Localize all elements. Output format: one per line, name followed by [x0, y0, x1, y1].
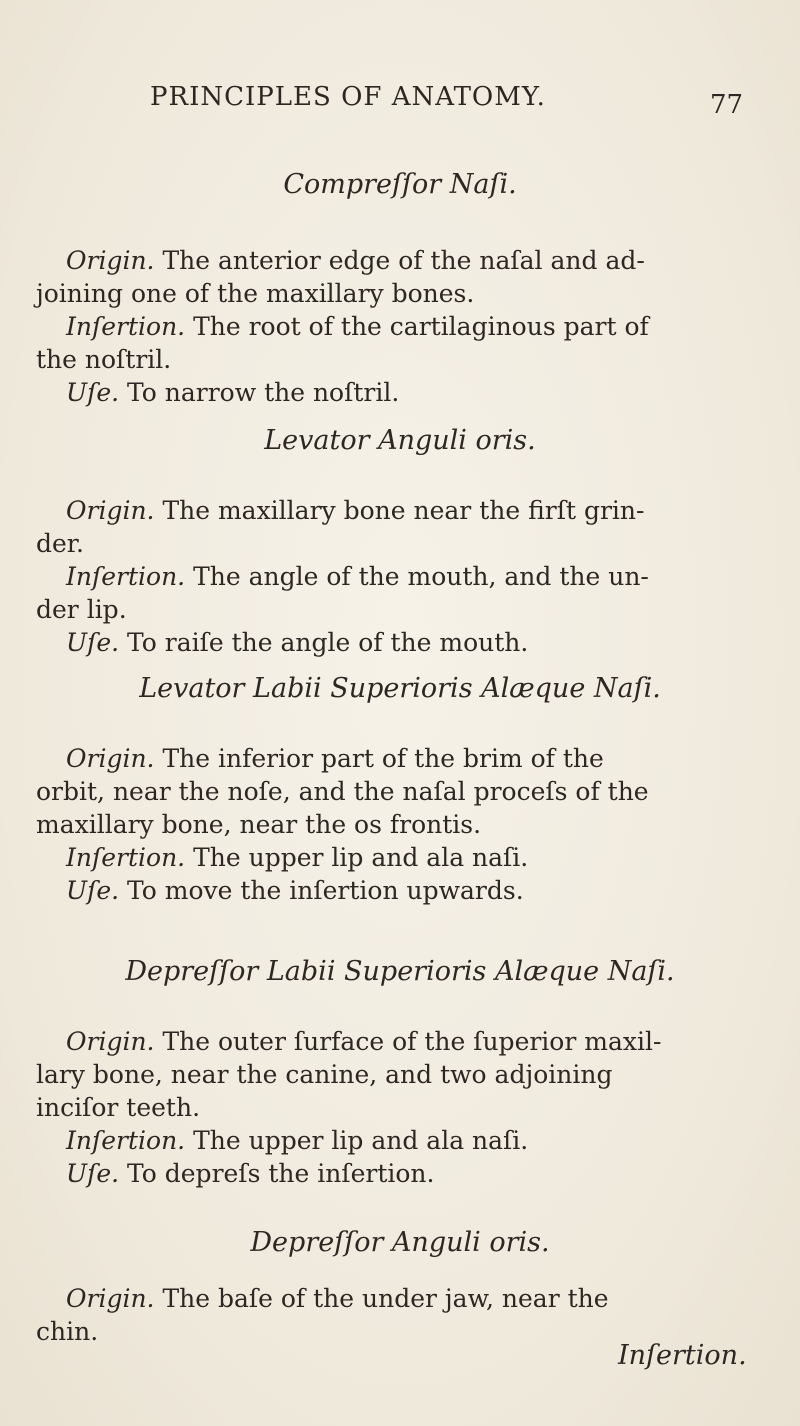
- muscle-section-levator-anguli-oris: [0, 424, 800, 659]
- muscle-section-depressor-labii-superioris: [0, 955, 800, 1190]
- origin-line: [0, 244, 800, 277]
- origin-label: Origin.: [66, 744, 155, 773]
- insertion-continuation: der lip.: [36, 595, 127, 624]
- origin-text: The maxillary bone near the firſt grin-: [162, 496, 645, 525]
- use-text: To raiſe the angle of the mouth.: [127, 628, 529, 657]
- catchword: Inſertion.: [618, 1340, 747, 1371]
- page-header: [0, 82, 800, 122]
- origin-continuation: lary bone, near the canine, and two adjoining: [36, 1060, 613, 1089]
- insertion-text: The upper lip and ala naſi.: [193, 843, 529, 872]
- origin-text: The inferior part of the brim of the: [162, 744, 604, 773]
- muscle-section-levator-labii-superioris: [0, 672, 800, 907]
- origin-line: [0, 1282, 800, 1315]
- use-line: [0, 874, 800, 907]
- origin-line: [0, 494, 800, 527]
- insertion-line: [0, 310, 800, 343]
- use-label: Uſe.: [66, 628, 120, 657]
- muscle-heading: Levator Labii Superioris Alæque Naſi.: [139, 673, 661, 704]
- muscle-heading: Depreſſor Anguli oris.: [250, 1227, 550, 1258]
- origin-continuation: joining one of the maxillary bones.: [36, 279, 475, 308]
- use-line: [0, 376, 800, 409]
- page-number: 77: [710, 90, 744, 120]
- origin-label: Origin.: [66, 1284, 155, 1313]
- origin-continuation: inciſor teeth.: [36, 1093, 201, 1122]
- use-line: [0, 626, 800, 659]
- origin-text: The anterior edge of the naſal and ad-: [162, 246, 645, 275]
- insertion-label: Inſertion.: [66, 562, 186, 591]
- insertion-text: The root of the cartilaginous part of: [193, 312, 649, 341]
- muscle-heading: Compreſſor Naſi.: [283, 169, 517, 200]
- use-label: Uſe.: [66, 876, 120, 905]
- use-line: [0, 1157, 800, 1190]
- muscle-heading: Depreſſor Labii Superioris Alæque Naſi.: [125, 956, 675, 987]
- use-text: To depreſs the inſertion.: [127, 1159, 435, 1188]
- origin-text: The outer ſurface of the ſuperior maxil-: [162, 1027, 662, 1056]
- insertion-line: [0, 841, 800, 874]
- origin-line: [0, 742, 800, 775]
- origin-continuation: chin.: [36, 1317, 99, 1346]
- insertion-line: [0, 1124, 800, 1157]
- insertion-text: The upper lip and ala naſi.: [193, 1126, 529, 1155]
- origin-continuation: der.: [36, 529, 84, 558]
- insertion-label: Inſertion.: [66, 312, 186, 341]
- origin-label: Origin.: [66, 246, 155, 275]
- origin-continuation: orbit, near the noſe, and the naſal proceſs of the: [36, 777, 649, 806]
- use-text: To move the inſertion upwards.: [127, 876, 524, 905]
- origin-line: [0, 1025, 800, 1058]
- origin-label: Origin.: [66, 1027, 155, 1056]
- origin-label: Origin.: [66, 496, 155, 525]
- insertion-continuation: the noſtril.: [36, 345, 172, 374]
- insertion-line: [0, 560, 800, 593]
- origin-continuation: maxillary bone, near the os frontis.: [36, 810, 482, 839]
- use-text: To narrow the noſtril.: [127, 378, 400, 407]
- insertion-text: The angle of the mouth, and the un-: [193, 562, 649, 591]
- muscle-section-compressor-nasi: [0, 168, 800, 409]
- origin-text: The baſe of the under jaw, near the: [162, 1284, 609, 1313]
- use-label: Uſe.: [66, 378, 120, 407]
- insertion-label: Inſertion.: [66, 1126, 186, 1155]
- insertion-label: Inſertion.: [66, 843, 186, 872]
- muscle-heading: Levator Anguli oris.: [264, 425, 536, 456]
- muscle-section-depressor-anguli-oris: [0, 1226, 800, 1348]
- running-head: PRINCIPLES OF ANATOMY.: [150, 82, 546, 112]
- use-label: Uſe.: [66, 1159, 120, 1188]
